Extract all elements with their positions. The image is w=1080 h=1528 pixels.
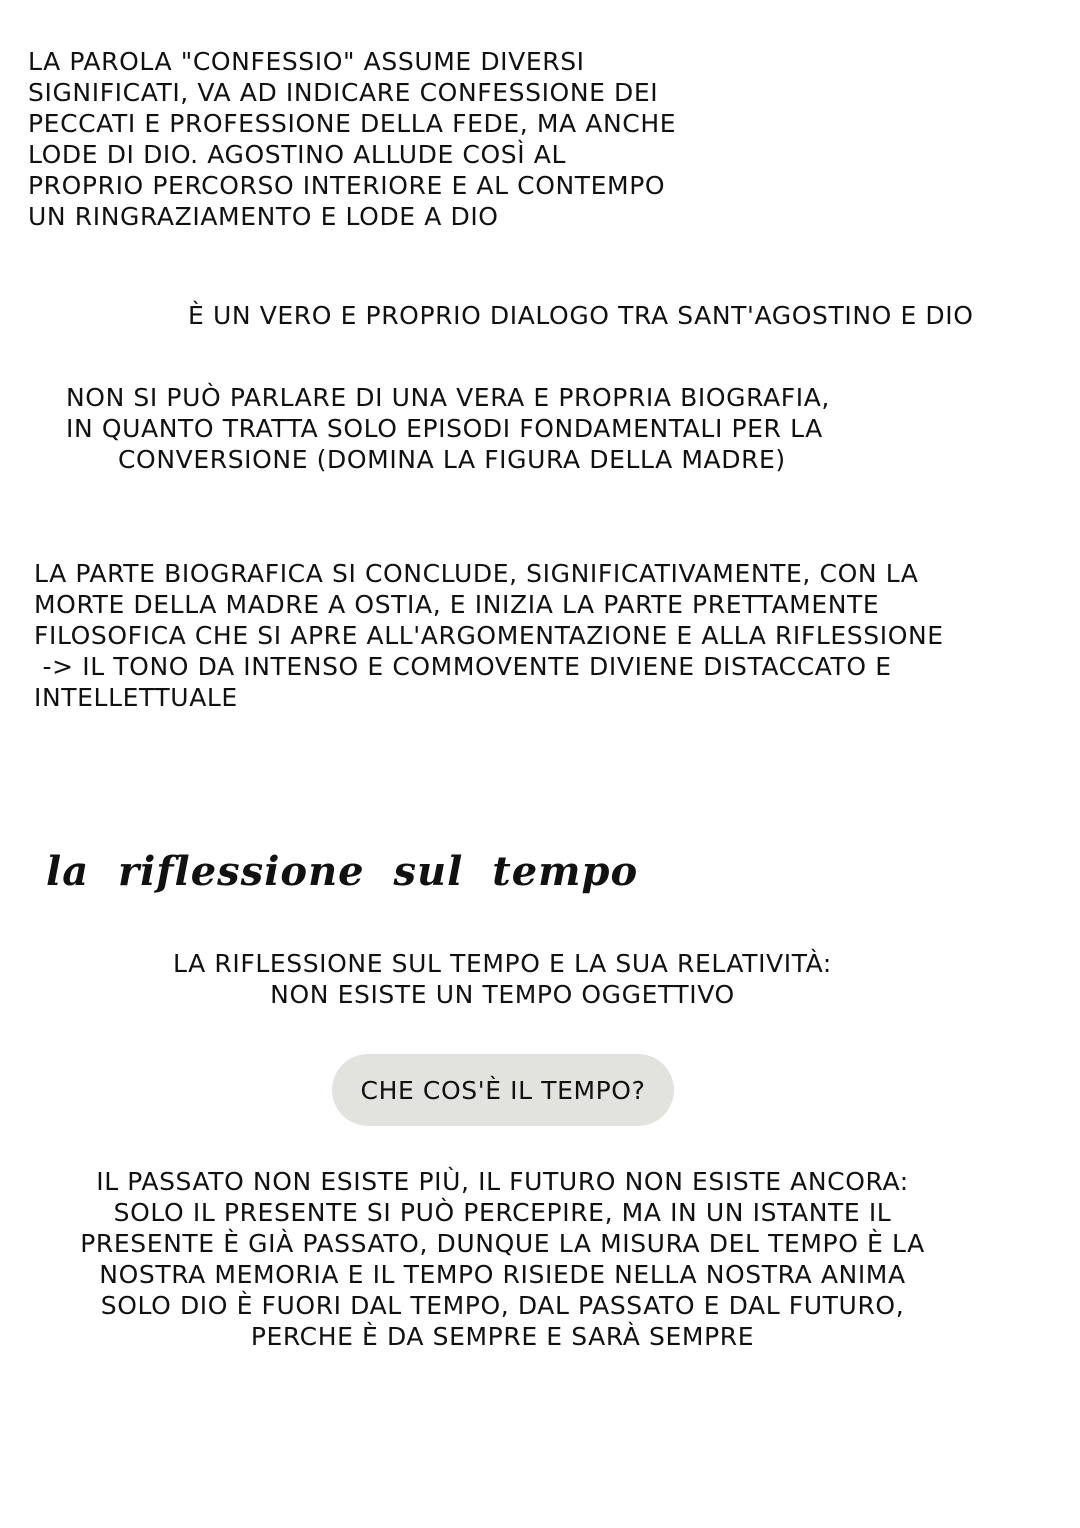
biography-paragraph xyxy=(66,382,830,475)
biography-line: CONVERSIONE (DOMINA LA FIGURA DELLA MADRE) xyxy=(118,445,786,474)
relativity-line: LA RIFLESSIONE SUL TEMPO E LA SUA RELATIVITÀ: xyxy=(173,949,832,978)
answer-line: PRESENTE È GIÀ PASSATO, DUNQUE LA MISURA DEL TEMPO È LA xyxy=(80,1229,925,1258)
philosophy-paragraph xyxy=(34,558,944,713)
answer-line: PERCHE È DA SEMPRE E SARÀ SEMPRE xyxy=(250,1322,755,1351)
intro-line: LODE DI DIO. AGOSTINO ALLUDE COSÌ AL xyxy=(28,140,566,169)
intro-line: PECCATI E PROFESSIONE DELLA FEDE, MA ANCHE xyxy=(28,109,677,138)
intro-line: LA PAROLA "CONFESSIO" ASSUME DIVERSI xyxy=(28,47,585,76)
dialogue-statement xyxy=(188,300,973,331)
answer-line: IL PASSATO NON ESISTE PIÙ, IL FUTURO NON ESISTE ANCORA: xyxy=(96,1167,909,1196)
intro-line: PROPRIO PERCORSO INTERIORE E AL CONTEMPO xyxy=(28,171,666,200)
philosophy-line: INTELLETTUALE xyxy=(34,683,238,712)
answer-line: SOLO IL PRESENTE SI PUÒ PERCEPIRE, MA IN UN ISTANTE IL xyxy=(113,1198,892,1227)
answer-line: NOSTRA MEMORIA E IL TEMPO RISIEDE NELLA NOSTRA ANIMA xyxy=(99,1260,906,1289)
intro-paragraph xyxy=(28,46,676,232)
question-badge xyxy=(332,1054,674,1126)
answer-paragraph xyxy=(0,1166,1005,1352)
relativity-paragraph xyxy=(0,948,1005,1010)
section-heading: la riflessione sul tempo xyxy=(46,848,639,895)
philosophy-line: MORTE DELLA MADRE A OSTIA, E INIZIA LA PARTE PRETTAMENTE xyxy=(34,590,880,619)
intro-line: UN RINGRAZIAMENTO E LODE A DIO xyxy=(28,202,499,231)
biography-line: NON SI PUÒ PARLARE DI UNA VERA E PROPRIA BIOGRAFIA, xyxy=(66,383,830,412)
intro-line: SIGNIFICATI, VA AD INDICARE CONFESSIONE DEI xyxy=(28,78,659,107)
answer-line: SOLO DIO È FUORI DAL TEMPO, DAL PASSATO E DAL FUTURO, xyxy=(100,1291,905,1320)
relativity-line: NON ESISTE UN TEMPO OGGETTIVO xyxy=(270,980,735,1009)
question-text: CHE COS'È IL TEMPO? xyxy=(360,1075,646,1105)
philosophy-line: -> IL TONO DA INTENSO E COMMOVENTE DIVIENE DISTACCATO E xyxy=(34,652,892,681)
biography-line: IN QUANTO TRATTA SOLO EPISODI FONDAMENTALI PER LA xyxy=(66,414,823,443)
philosophy-line: FILOSOFICA CHE SI APRE ALL'ARGOMENTAZIONE E ALLA RIFLESSIONE xyxy=(34,621,944,650)
philosophy-line: LA PARTE BIOGRAFICA SI CONCLUDE, SIGNIFICATIVAMENTE, CON LA xyxy=(34,559,919,588)
dialogue-line: È UN VERO E PROPRIO DIALOGO TRA SANT'AGOSTINO E DIO xyxy=(188,301,974,330)
